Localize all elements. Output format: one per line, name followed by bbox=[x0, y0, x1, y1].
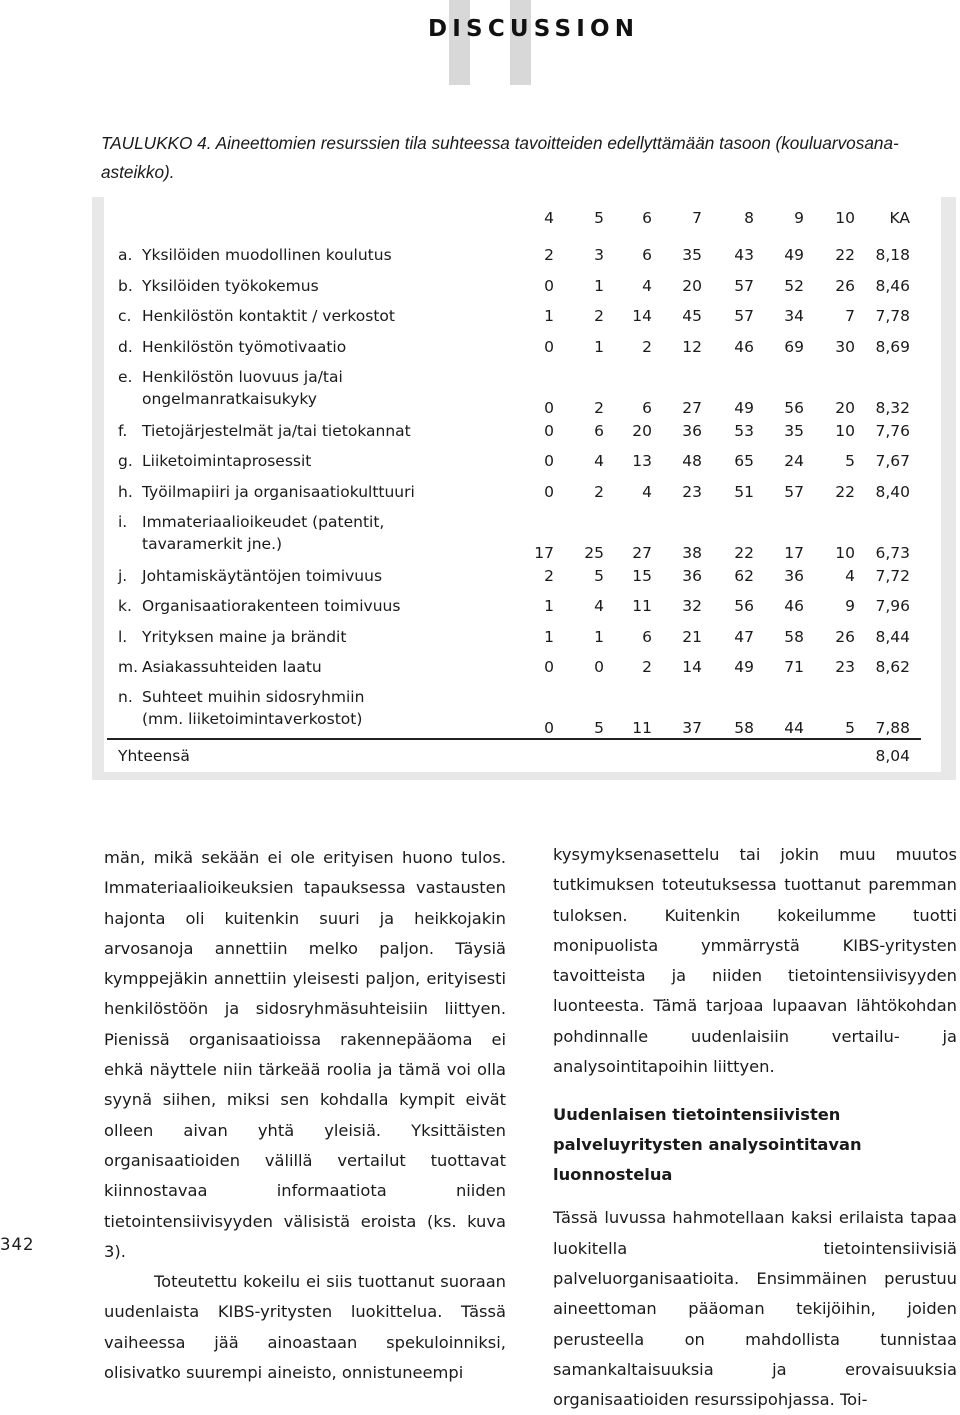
count-cell: 0 bbox=[544, 399, 554, 417]
body-paragraph: kysymyksenasettelu tai jokin muu muutos tutkimuksen toteutuksessa tuottanut paremman tuloksen. Kuitenkin kokeilumme tuotti monipuolista ymmärrystä KIBS-yritysten tavoitteista ja niiden tietointensiivisyyden luonteesta. Tämä tarjoaa lupaavan lähtökohdan pohdinnalle uudenlaisiin vertailu- ja analysointitapoihin liittyen. bbox=[553, 845, 957, 1077]
count-cell: 4 bbox=[642, 483, 652, 501]
count-cell: 1 bbox=[594, 628, 604, 646]
row-label-line: Yrityksen maine ja brändit bbox=[142, 628, 347, 646]
row-label bbox=[118, 481, 415, 503]
count-cell: 11 bbox=[632, 719, 652, 737]
count-cell: 56 bbox=[734, 597, 754, 615]
count-cell: 35 bbox=[784, 422, 804, 440]
row-label-line: Henkilöstön luovuus ja/tai bbox=[142, 368, 343, 386]
row-label-line: (mm. liiketoimintaverkostot) bbox=[142, 710, 363, 728]
count-cell: 4 bbox=[642, 277, 652, 295]
count-cell: 36 bbox=[682, 567, 702, 585]
column-header: 8 bbox=[744, 209, 754, 227]
average-cell: 8,46 bbox=[875, 277, 910, 295]
count-cell: 1 bbox=[544, 597, 554, 615]
count-cell: 37 bbox=[682, 719, 702, 737]
count-cell: 25 bbox=[584, 544, 604, 562]
count-cell: 26 bbox=[835, 277, 855, 295]
row-label bbox=[118, 565, 382, 587]
count-cell: 1 bbox=[544, 628, 554, 646]
count-cell: 26 bbox=[835, 628, 855, 646]
count-cell: 0 bbox=[544, 452, 554, 470]
count-cell: 0 bbox=[544, 338, 554, 356]
count-cell: 57 bbox=[734, 277, 754, 295]
average-cell: 7,72 bbox=[875, 567, 910, 585]
count-cell: 2 bbox=[642, 338, 652, 356]
count-cell: 0 bbox=[544, 719, 554, 737]
count-cell: 2 bbox=[642, 658, 652, 676]
count-cell: 20 bbox=[835, 399, 855, 417]
row-index: g. bbox=[118, 452, 133, 470]
row-index: l. bbox=[118, 628, 128, 646]
count-cell: 6 bbox=[642, 628, 652, 646]
section-subheading: Uudenlaisen tietointensiivisten palveluyritysten analysointitavan luonnostelua bbox=[553, 1105, 862, 1185]
count-cell: 24 bbox=[784, 452, 804, 470]
count-cell: 6 bbox=[642, 246, 652, 264]
count-cell: 58 bbox=[784, 628, 804, 646]
count-cell: 47 bbox=[734, 628, 754, 646]
row-label-line: Organisaatiorakenteen toimivuus bbox=[142, 597, 401, 615]
left-text-column bbox=[104, 843, 506, 1388]
count-cell: 49 bbox=[734, 399, 754, 417]
row-label bbox=[118, 656, 322, 678]
count-cell: 10 bbox=[835, 544, 855, 562]
average-cell: 8,44 bbox=[875, 628, 910, 646]
row-label-line: Tietojärjestelmät ja/tai tietokannat bbox=[142, 422, 411, 440]
count-cell: 44 bbox=[784, 719, 804, 737]
row-index: m. bbox=[118, 658, 139, 676]
count-cell: 6 bbox=[594, 422, 604, 440]
count-cell: 9 bbox=[845, 597, 855, 615]
average-cell: 7,67 bbox=[875, 452, 910, 470]
count-cell: 0 bbox=[594, 658, 604, 676]
count-cell: 1 bbox=[544, 307, 554, 325]
count-cell: 48 bbox=[682, 452, 702, 470]
count-cell: 22 bbox=[734, 544, 754, 562]
row-label bbox=[118, 626, 346, 648]
row-label-line: Yksilöiden muodollinen koulutus bbox=[142, 246, 392, 264]
column-header: 10 bbox=[835, 209, 855, 227]
row-label bbox=[118, 336, 346, 358]
count-cell: 6 bbox=[642, 399, 652, 417]
row-label bbox=[118, 595, 400, 617]
count-cell: 71 bbox=[784, 658, 804, 676]
row-label-line: Asiakassuhteiden laatu bbox=[142, 658, 322, 676]
count-cell: 38 bbox=[682, 544, 702, 562]
count-cell: 2 bbox=[594, 399, 604, 417]
count-cell: 34 bbox=[784, 307, 804, 325]
row-label-line: Liiketoimintaprosessit bbox=[142, 452, 312, 470]
count-cell: 5 bbox=[845, 719, 855, 737]
row-label-line: ongelmanratkaisukyky bbox=[142, 390, 317, 408]
count-cell: 49 bbox=[784, 246, 804, 264]
count-cell: 14 bbox=[632, 307, 652, 325]
average-cell: 7,96 bbox=[875, 597, 910, 615]
page-number: 342 bbox=[0, 1235, 35, 1254]
count-cell: 0 bbox=[544, 658, 554, 676]
average-cell: 8,32 bbox=[875, 399, 910, 417]
count-cell: 15 bbox=[632, 567, 652, 585]
count-cell: 0 bbox=[544, 277, 554, 295]
average-cell: 8,62 bbox=[875, 658, 910, 676]
count-cell: 13 bbox=[632, 452, 652, 470]
body-paragraph: Tässä luvussa hahmotellaan kaksi erilaista tapaa luokitella tietointensiivisiä palveluorganisaatioita. Ensimmäinen perustuu aineettoman pääoman tekijöihin, joiden perusteella on mahdollista tunnistaa samankaltaisuuksia ja erovaisuuksia organisaatioiden resurssipohjassa. Toi- bbox=[553, 1208, 957, 1410]
count-cell: 43 bbox=[734, 246, 754, 264]
average-cell: 7,88 bbox=[875, 719, 910, 737]
average-cell: 8,40 bbox=[875, 483, 910, 501]
count-cell: 11 bbox=[632, 597, 652, 615]
body-paragraph: Toteutettu kokeilu ei siis tuottanut suoraan uudenlaista KIBS-yritysten luokittelua. Tässä vaiheessa jää ainoastaan spekuloinniksi, olisivatko suurempi aineisto, onnistuneempi bbox=[104, 1272, 506, 1383]
row-label-line: Immateriaalioikeudet (patentit, bbox=[142, 513, 385, 531]
count-cell: 53 bbox=[734, 422, 754, 440]
count-cell: 17 bbox=[534, 544, 554, 562]
count-cell: 58 bbox=[734, 719, 754, 737]
row-label bbox=[118, 275, 319, 297]
column-header: 6 bbox=[642, 209, 652, 227]
count-cell: 17 bbox=[784, 544, 804, 562]
count-cell: 2 bbox=[544, 246, 554, 264]
header-decoration-bar bbox=[449, 0, 470, 85]
count-cell: 57 bbox=[784, 483, 804, 501]
row-index: e. bbox=[118, 368, 133, 386]
count-cell: 46 bbox=[784, 597, 804, 615]
count-cell: 56 bbox=[784, 399, 804, 417]
count-cell: 14 bbox=[682, 658, 702, 676]
row-label-line: Johtamiskäytäntöjen toimivuus bbox=[142, 567, 383, 585]
row-index: h. bbox=[118, 483, 133, 501]
row-label bbox=[118, 686, 364, 730]
count-cell: 65 bbox=[734, 452, 754, 470]
count-cell: 46 bbox=[734, 338, 754, 356]
count-cell: 45 bbox=[682, 307, 702, 325]
count-cell: 35 bbox=[682, 246, 702, 264]
count-cell: 23 bbox=[682, 483, 702, 501]
count-cell: 23 bbox=[835, 658, 855, 676]
count-cell: 27 bbox=[632, 544, 652, 562]
row-label-line: tavaramerkit jne.) bbox=[142, 535, 283, 553]
count-cell: 5 bbox=[594, 719, 604, 737]
row-label-line: Työilmapiiri ja organisaatiokulttuuri bbox=[142, 483, 415, 501]
count-cell: 2 bbox=[544, 567, 554, 585]
average-cell: 6,73 bbox=[875, 544, 910, 562]
count-cell: 5 bbox=[594, 567, 604, 585]
column-header: 5 bbox=[594, 209, 604, 227]
count-cell: 2 bbox=[594, 307, 604, 325]
row-label bbox=[118, 366, 343, 410]
row-label bbox=[118, 305, 395, 327]
row-label bbox=[118, 420, 411, 442]
count-cell: 3 bbox=[594, 246, 604, 264]
count-cell: 57 bbox=[734, 307, 754, 325]
average-cell: 8,18 bbox=[875, 246, 910, 264]
row-index: f. bbox=[118, 422, 128, 440]
row-label bbox=[118, 511, 384, 555]
row-index: i. bbox=[118, 513, 128, 531]
row-label-line: Henkilöstön työmotivaatio bbox=[142, 338, 347, 356]
header-decoration-bar bbox=[510, 0, 531, 85]
count-cell: 0 bbox=[544, 422, 554, 440]
count-cell: 49 bbox=[734, 658, 754, 676]
count-cell: 5 bbox=[845, 452, 855, 470]
column-header: 9 bbox=[794, 209, 804, 227]
row-index: k. bbox=[118, 597, 132, 615]
row-label-line: Henkilöstön kontaktit / verkostot bbox=[142, 307, 395, 325]
count-cell: 52 bbox=[784, 277, 804, 295]
count-cell: 69 bbox=[784, 338, 804, 356]
count-cell: 2 bbox=[594, 483, 604, 501]
table-caption: TAULUKKO 4. Aineettomien resurssien tila suhteessa tavoitteiden edellyttämään tasoon (kouluarvosana-asteikko). bbox=[101, 133, 899, 182]
row-index: c. bbox=[118, 307, 132, 325]
row-label bbox=[118, 244, 392, 266]
count-cell: 1 bbox=[594, 338, 604, 356]
count-cell: 30 bbox=[835, 338, 855, 356]
count-cell: 36 bbox=[784, 567, 804, 585]
count-cell: 10 bbox=[835, 422, 855, 440]
body-paragraph: män, mikä sekään ei ole erityisen huono tulos. Immateriaalioikeuksien tapauksessa vastausten hajonta oli kuitenkin suuri ja heikkojakin arvosanoja annettiin melko paljon. Täysiä kymppejäkin annettiin yleisesti paljon, erityisesti henkilöstöön ja sidosryhmäsuhteisiin liittyen. Pienissä organisaatioissa rakennepääoma ei ehkä näyttele niin tärkeää roolia ja tämä voi olla syynä siihen, miksi sen kohdalla kympit eivät olleen aivan yhtä yleisiä. Yksittäisten organisaatioiden välillä vertailut tuottavat kiinnostavaa informaatiota niiden tietointensiivisyyden välisistä eroista (ks. kuva 3). bbox=[104, 848, 506, 1261]
row-label-line: Suhteet muihin sidosryhmiin bbox=[142, 688, 365, 706]
right-text-column bbox=[553, 840, 957, 1415]
total-label: Yhteensä bbox=[118, 747, 190, 765]
average-cell: 8,69 bbox=[875, 338, 910, 356]
count-cell: 4 bbox=[845, 567, 855, 585]
average-cell: 7,78 bbox=[875, 307, 910, 325]
row-index: d. bbox=[118, 338, 133, 356]
column-header: KA bbox=[889, 209, 910, 227]
row-label bbox=[118, 450, 311, 472]
section-header-title: DISCUSSION bbox=[428, 16, 640, 42]
average-cell: 7,76 bbox=[875, 422, 910, 440]
column-header: 7 bbox=[692, 209, 702, 227]
count-cell: 4 bbox=[594, 597, 604, 615]
row-index: a. bbox=[118, 246, 133, 264]
count-cell: 32 bbox=[682, 597, 702, 615]
count-cell: 22 bbox=[835, 483, 855, 501]
count-cell: 7 bbox=[845, 307, 855, 325]
count-cell: 62 bbox=[734, 567, 754, 585]
count-cell: 21 bbox=[682, 628, 702, 646]
column-header: 4 bbox=[544, 209, 554, 227]
count-cell: 1 bbox=[594, 277, 604, 295]
count-cell: 51 bbox=[734, 483, 754, 501]
count-cell: 4 bbox=[594, 452, 604, 470]
count-cell: 0 bbox=[544, 483, 554, 501]
table-divider bbox=[107, 738, 921, 740]
count-cell: 20 bbox=[682, 277, 702, 295]
row-index: j. bbox=[118, 567, 128, 585]
count-cell: 20 bbox=[632, 422, 652, 440]
count-cell: 27 bbox=[682, 399, 702, 417]
count-cell: 12 bbox=[682, 338, 702, 356]
row-index: n. bbox=[118, 688, 133, 706]
total-value: 8,04 bbox=[875, 747, 910, 765]
count-cell: 22 bbox=[835, 246, 855, 264]
row-index: b. bbox=[118, 277, 133, 295]
count-cell: 36 bbox=[682, 422, 702, 440]
row-label-line: Yksilöiden työkokemus bbox=[142, 277, 319, 295]
